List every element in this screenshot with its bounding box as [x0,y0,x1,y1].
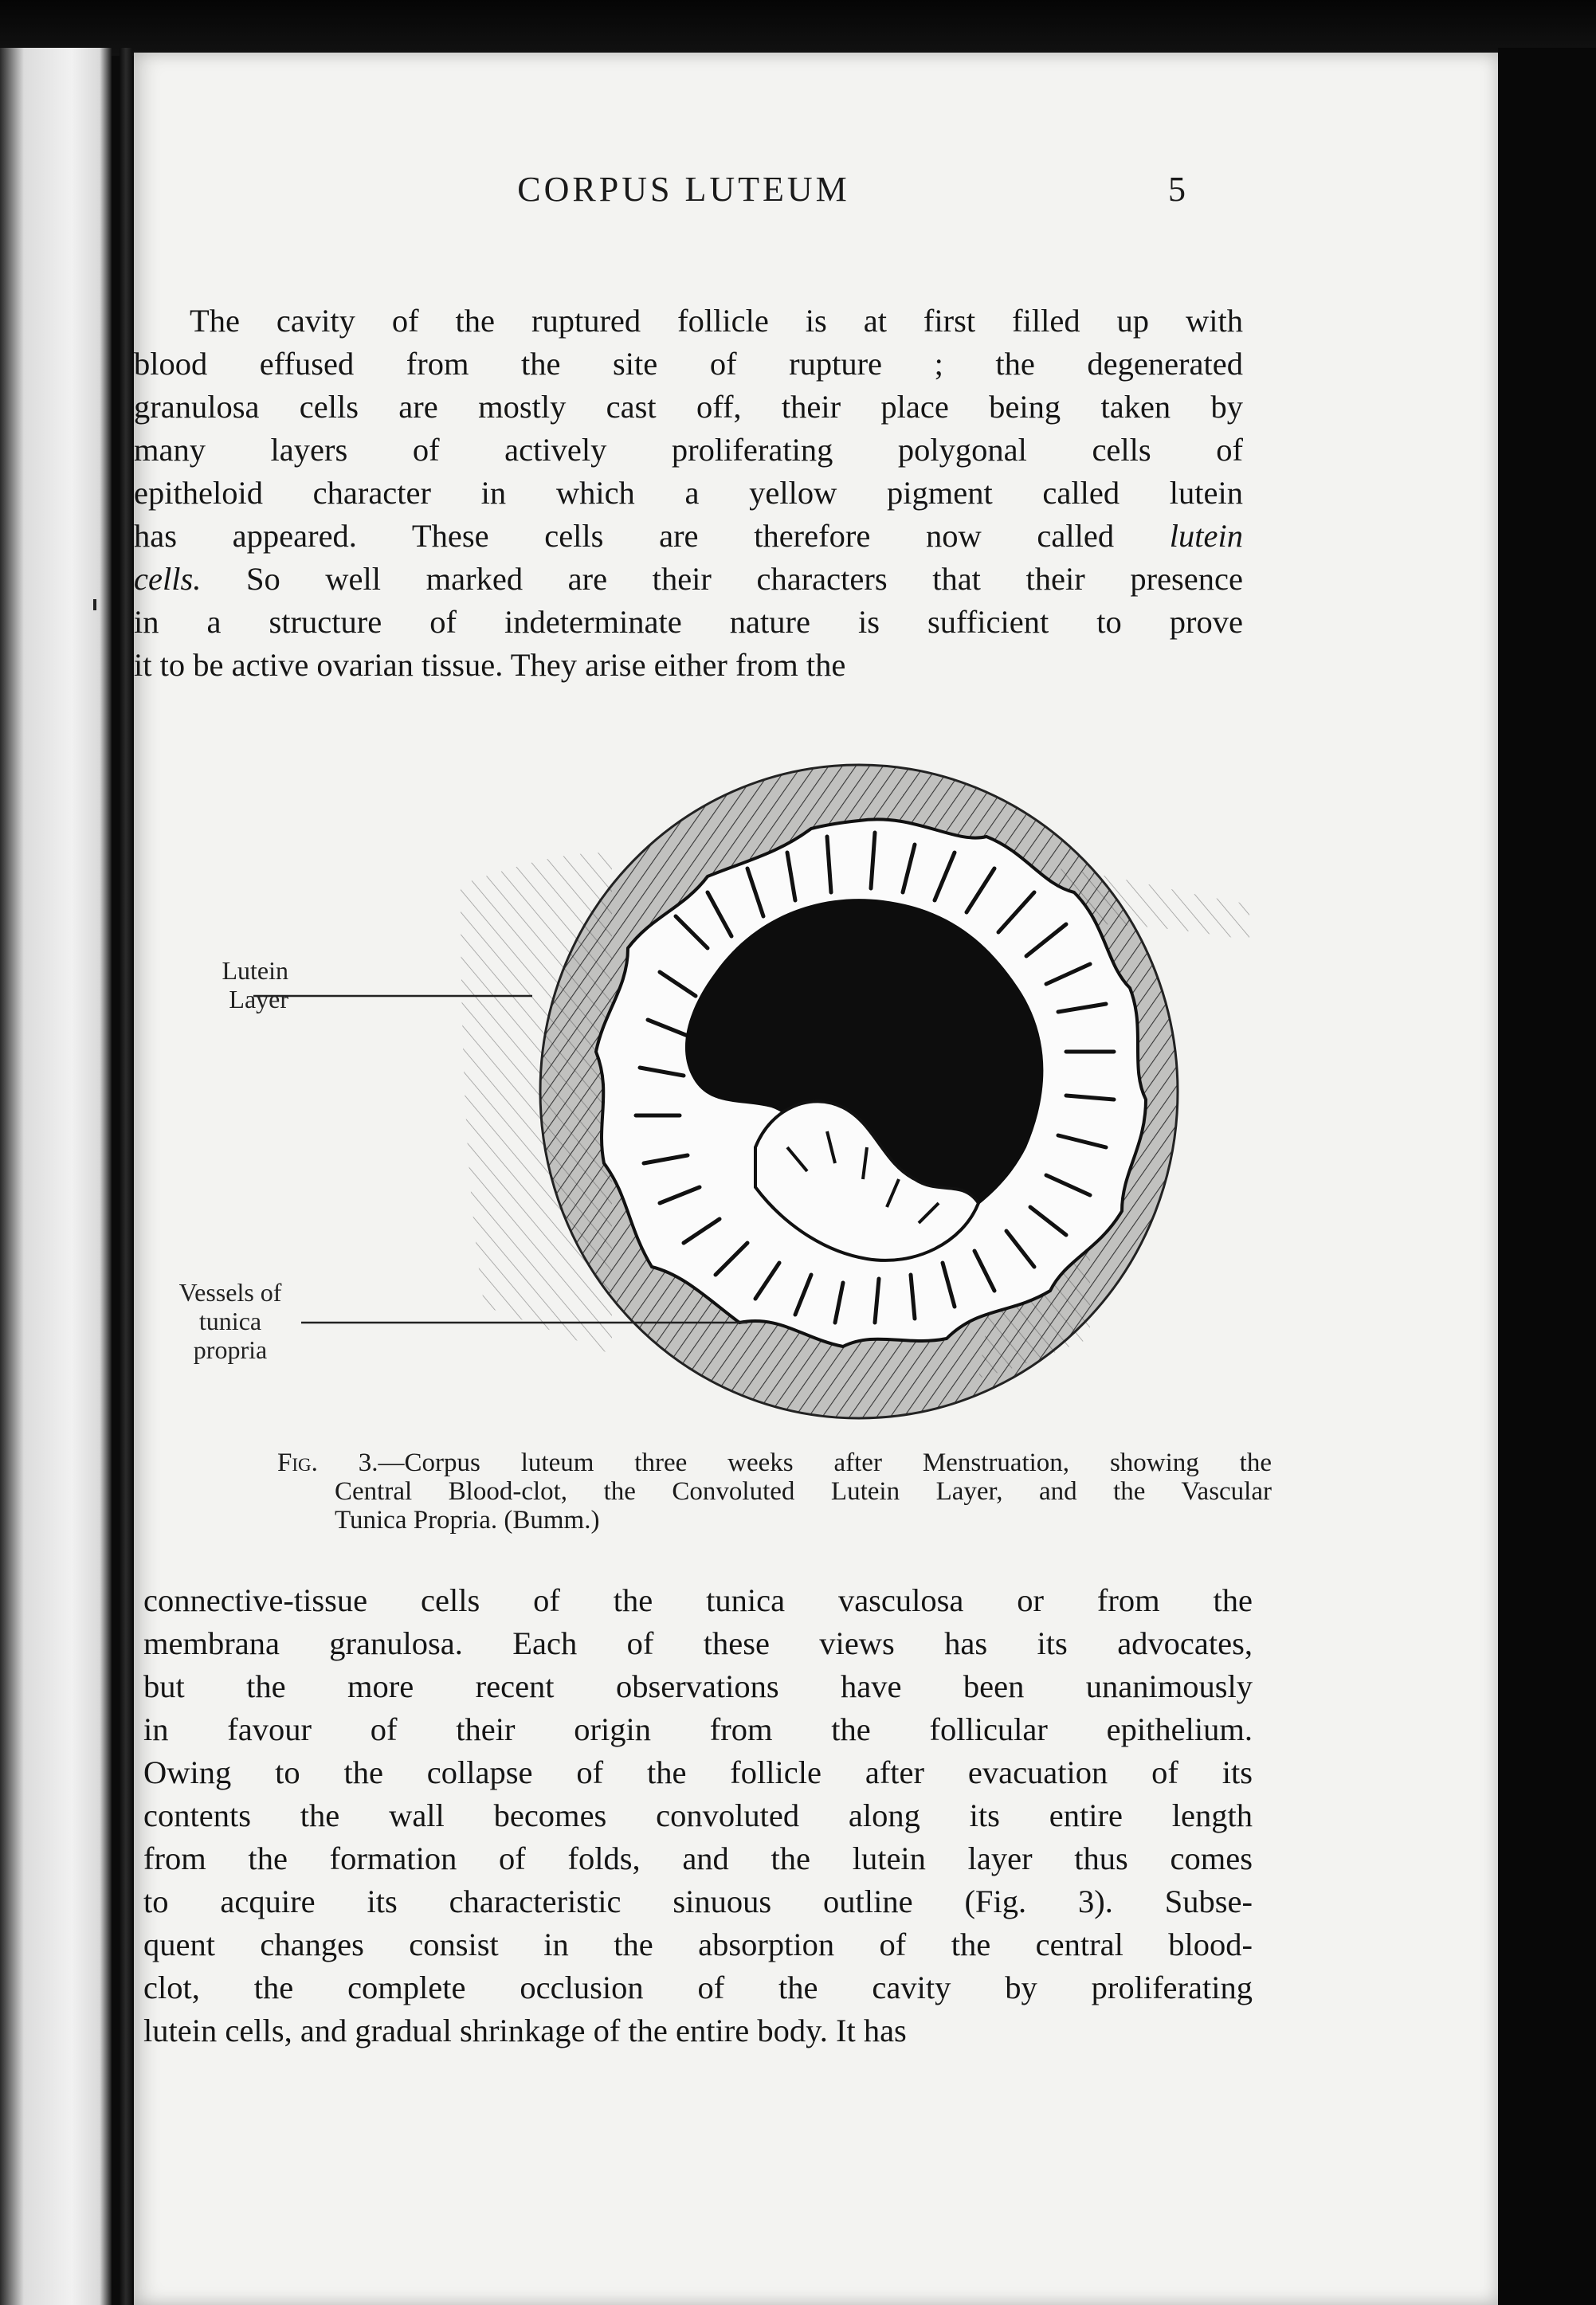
text-segment: So well marked are their characters that their presence [245,561,1243,597]
paragraph-1 [134,300,1243,687]
text-line: Owing to the collapse of the follicle after evacuation of its [143,1754,1253,1790]
running-head: CORPUS LUTEUM [517,170,850,209]
text-line: in favour of their origin from the follicular epithelium. [143,1711,1253,1747]
label-line: Layer [229,985,288,1013]
caption-line: Tunica Propria. (Bumm.) [335,1506,600,1535]
text-line: in a structure of indeterminate nature is sufficient to prove [134,604,1243,640]
label-line: tunica [198,1307,262,1335]
corpus-luteum-illustration [198,733,1265,1434]
text-line: clot, the complete occlusion of the cavity by proliferating [143,1970,1253,2005]
caption-text: —Corpus luteum three weeks after Menstruation, showing the [378,1448,1272,1477]
italic-term: lutein [1169,518,1244,554]
caption-line: Central Blood-clot, the Convoluted Lutein Layer, and the Vascular [335,1477,1272,1506]
label-lutein-layer [161,956,288,1013]
label-line: Lutein [222,956,288,985]
text-line: it to be active ovarian tissue. They arise either from the [134,647,846,683]
text-line: granulosa cells are mostly cast off, their place being taken by [134,389,1243,425]
page-number: 5 [1168,170,1186,209]
scan-top-edge [0,0,1596,56]
figure-number: Fig. 3. [277,1448,378,1477]
text-line: but the more recent observations have been unanimously [143,1668,1253,1704]
text-line: to acquire its characteristic sinuous outline (Fig. 3). Subse- [143,1884,1253,1919]
text-line: quent changes consist in the absorption of the central blood- [143,1927,1253,1962]
text-line: many layers of actively proliferating polygonal cells of [134,432,1243,468]
text-line: from the formation of folds, and the lutein layer thus comes [143,1840,1253,1876]
text-segment: has appeared. These cells are therefore now called [134,518,1115,554]
book-gutter [120,48,132,2305]
italic-term: cells. [134,561,202,597]
text-line: connective-tissue cells of the tunica vasculosa or from the [143,1582,1253,1618]
margin-mark [93,599,96,610]
text-line [134,515,1243,558]
text-line: membrana granulosa. Each of these views has its advocates, [143,1625,1253,1661]
text-line: The cavity of the ruptured follicle is at first filled up with [190,303,1243,339]
label-line: propria [193,1335,268,1364]
label-vessels [147,1278,314,1364]
text-line [134,558,1243,601]
text-line: blood effused from the site of rupture ; the degenerated [134,346,1243,382]
label-line: Vessels of [178,1278,282,1307]
text-line: epitheloid character in which a yellow pigment called lutein [134,475,1243,511]
scan-right-edge [1498,48,1596,2305]
text-line: contents the wall becomes convoluted along its entire length [143,1797,1253,1833]
figure-caption [277,1448,1272,1535]
previous-page-edge [0,48,112,2305]
caption-line [277,1448,1272,1477]
corpus-luteum-drawing [198,733,1265,1434]
paragraph-2 [143,1579,1253,2052]
text-line: lutein cells, and gradual shrinkage of the entire body. It has [143,2013,907,2048]
